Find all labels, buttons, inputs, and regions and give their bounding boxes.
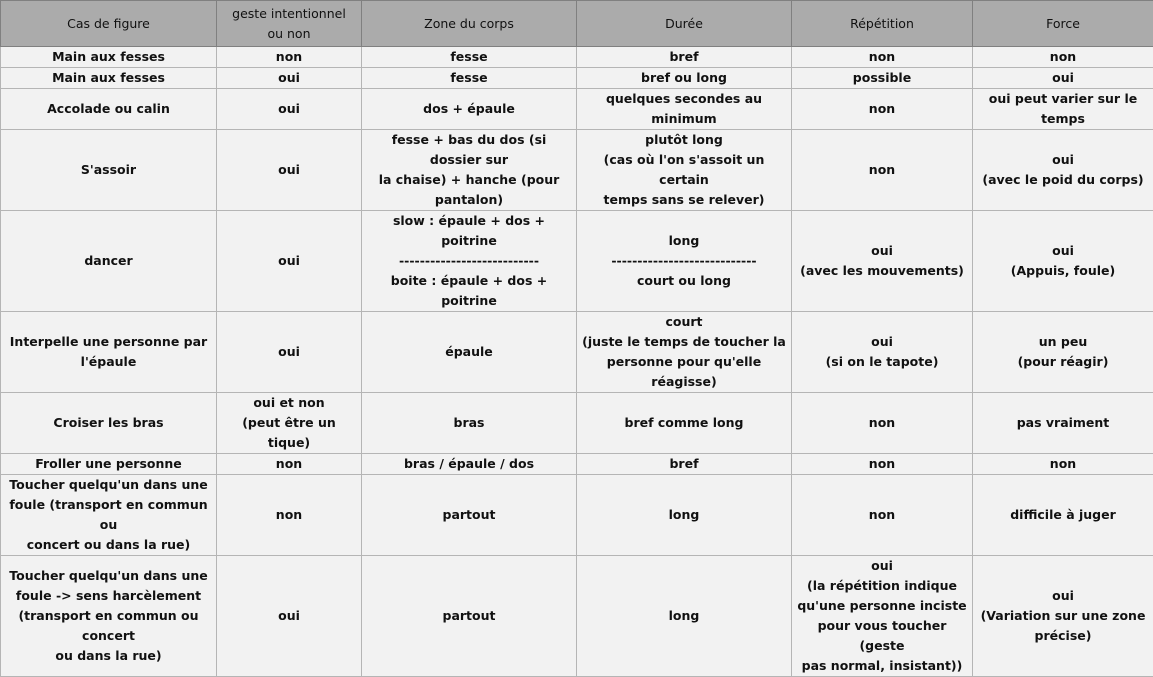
cell-cas-de-figure[interactable]: Accolade ou calin [1, 89, 217, 130]
cell-zone-du-corps[interactable]: fesse + bas du dos (si dossier sur la chaise) + hanche (pour pantalon) [362, 130, 577, 211]
cell-zone-du-corps[interactable]: bras [362, 393, 577, 454]
table-row [1, 393, 1153, 454]
cell-force[interactable]: non [973, 47, 1153, 68]
cell-zone-du-corps[interactable]: bras / épaule / dos [362, 454, 577, 475]
table-row [1, 68, 1153, 89]
cell-zone-du-corps[interactable]: fesse [362, 47, 577, 68]
cell-repetition[interactable]: non [792, 47, 973, 68]
cell-repetition[interactable]: non [792, 393, 973, 454]
cell-cas-de-figure[interactable]: S'assoir [1, 130, 217, 211]
cell-repetition[interactable]: non [792, 89, 973, 130]
cell-zone-du-corps[interactable]: épaule [362, 312, 577, 393]
table-row [1, 556, 1153, 677]
cell-repetition[interactable]: possible [792, 68, 973, 89]
cell-cas-de-figure[interactable]: Main aux fesses [1, 68, 217, 89]
column-header-force[interactable]: Force [973, 1, 1153, 47]
cell-duree[interactable]: bref ou long [577, 68, 792, 89]
cell-geste-intentionnel[interactable]: oui [217, 89, 362, 130]
cell-cas-de-figure[interactable]: Interpelle une personne par l'épaule [1, 312, 217, 393]
cell-duree[interactable]: court (juste le temps de toucher la personne pour qu'elle réagisse) [577, 312, 792, 393]
cell-repetition[interactable]: oui (la répétition indique qu'une personne inciste pour vous toucher (geste pas normal, insistant)) [792, 556, 973, 677]
table-row [1, 130, 1153, 211]
cell-zone-du-corps[interactable]: partout [362, 475, 577, 556]
cell-duree[interactable]: long ---------------------------- court ou long [577, 211, 792, 312]
cell-cas-de-figure[interactable]: Toucher quelqu'un dans une foule (transport en commun ou concert ou dans la rue) [1, 475, 217, 556]
column-header-zone-du-corps[interactable]: Zone du corps [362, 1, 577, 47]
cell-repetition[interactable]: non [792, 454, 973, 475]
cell-geste-intentionnel[interactable]: oui [217, 68, 362, 89]
table-row [1, 47, 1153, 68]
cell-duree[interactable]: bref [577, 47, 792, 68]
cell-geste-intentionnel[interactable]: oui [217, 130, 362, 211]
column-header-geste-intentionnel[interactable]: geste intentionnel ou non [217, 1, 362, 47]
cell-force[interactable]: oui peut varier sur le temps [973, 89, 1153, 130]
cell-duree[interactable]: long [577, 475, 792, 556]
cell-repetition[interactable]: non [792, 475, 973, 556]
cell-cas-de-figure[interactable]: Froller une personne [1, 454, 217, 475]
cell-force[interactable]: oui (Variation sur une zone précise) [973, 556, 1153, 677]
cell-cas-de-figure[interactable]: Croiser les bras [1, 393, 217, 454]
table-row [1, 454, 1153, 475]
cell-geste-intentionnel[interactable]: non [217, 47, 362, 68]
column-header-cas-de-figure[interactable]: Cas de figure [1, 1, 217, 47]
table-row [1, 312, 1153, 393]
header-row [1, 1, 1153, 47]
cell-repetition[interactable]: oui (si on le tapote) [792, 312, 973, 393]
cell-duree[interactable]: bref comme long [577, 393, 792, 454]
cell-geste-intentionnel[interactable]: non [217, 454, 362, 475]
cell-geste-intentionnel[interactable]: oui et non (peut être un tique) [217, 393, 362, 454]
cell-repetition[interactable]: oui (avec les mouvements) [792, 211, 973, 312]
cell-duree[interactable]: bref [577, 454, 792, 475]
cell-cas-de-figure[interactable]: dancer [1, 211, 217, 312]
cell-duree[interactable]: long [577, 556, 792, 677]
table-row [1, 89, 1153, 130]
cell-repetition[interactable]: non [792, 130, 973, 211]
table-row [1, 475, 1153, 556]
cell-zone-du-corps[interactable]: dos + épaule [362, 89, 577, 130]
cell-zone-du-corps[interactable]: partout [362, 556, 577, 677]
table-row [1, 211, 1153, 312]
cell-force[interactable]: oui [973, 68, 1153, 89]
column-header-repetition[interactable]: Répétition [792, 1, 973, 47]
cell-force[interactable]: oui (avec le poid du corps) [973, 130, 1153, 211]
cell-geste-intentionnel[interactable]: non [217, 475, 362, 556]
cell-duree[interactable]: plutôt long (cas où l'on s'assoit un certain temps sans se relever) [577, 130, 792, 211]
cell-force[interactable]: pas vraiment [973, 393, 1153, 454]
cell-zone-du-corps[interactable]: fesse [362, 68, 577, 89]
cell-zone-du-corps[interactable]: slow : épaule + dos + poitrine --------------------------- boite : épaule + dos + poitrine [362, 211, 577, 312]
cell-cas-de-figure[interactable]: Toucher quelqu'un dans une foule -> sens harcèlement (transport en commun ou concert ou dans la rue) [1, 556, 217, 677]
column-header-duree[interactable]: Durée [577, 1, 792, 47]
cell-cas-de-figure[interactable]: Main aux fesses [1, 47, 217, 68]
cell-force[interactable]: difficile à juger [973, 475, 1153, 556]
cell-force[interactable]: oui (Appuis, foule) [973, 211, 1153, 312]
cell-duree[interactable]: quelques secondes au minimum [577, 89, 792, 130]
cell-geste-intentionnel[interactable]: oui [217, 211, 362, 312]
cell-geste-intentionnel[interactable]: oui [217, 312, 362, 393]
cell-force[interactable]: un peu (pour réagir) [973, 312, 1153, 393]
cell-geste-intentionnel[interactable]: oui [217, 556, 362, 677]
cell-force[interactable]: non [973, 454, 1153, 475]
